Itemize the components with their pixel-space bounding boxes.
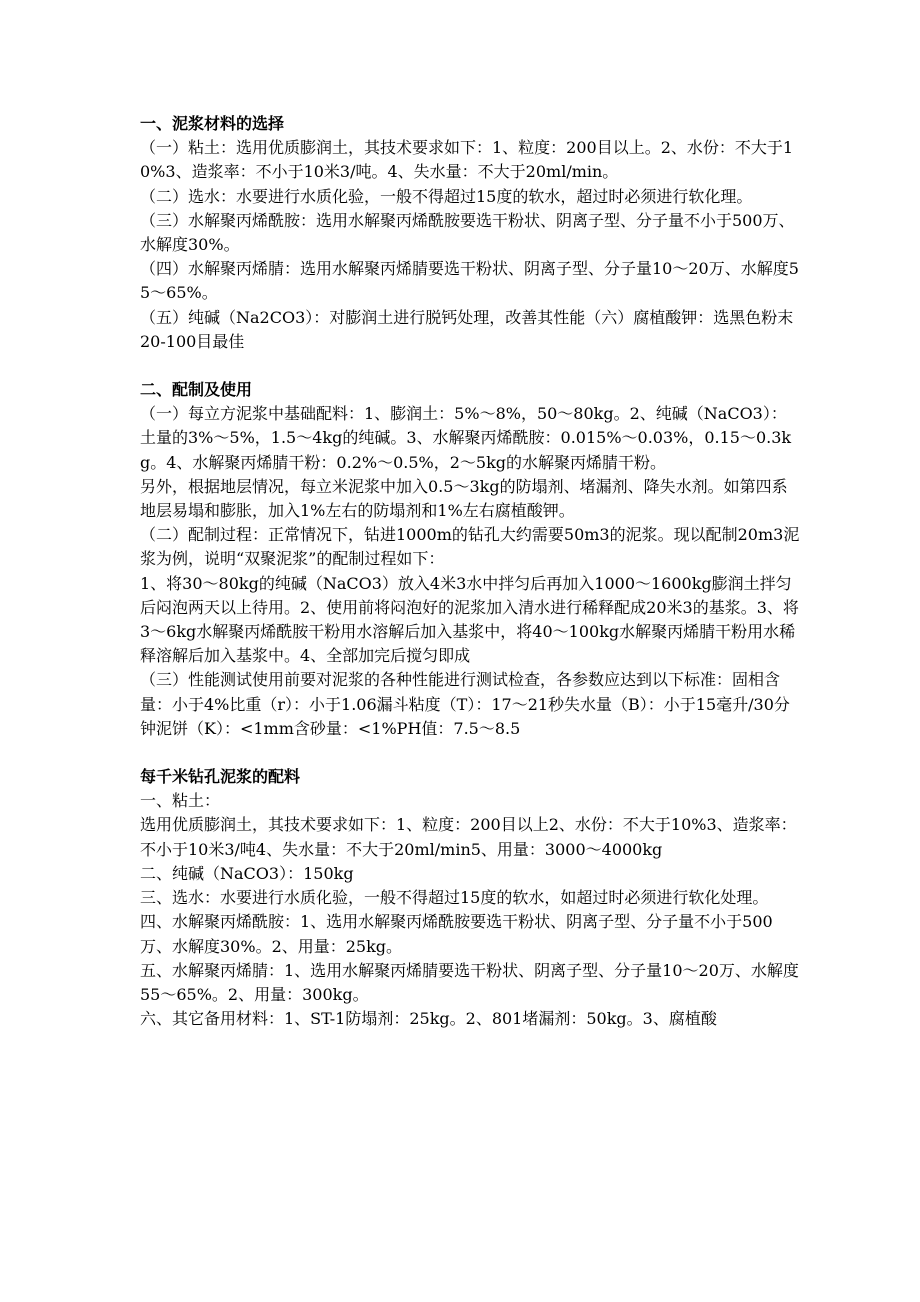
section-per-km-mix (140, 765, 800, 1031)
section-mud-materials (140, 112, 800, 354)
paragraph: 选用优质膨润土，其技术要求如下：1、粒度：200目以上2、水份：不大于10%3、造浆率：不小于10米3/吨4、失水量：不大于20ml/min5、用量：3000～4000kg (140, 815, 797, 859)
paragraph: （五）纯碱（Na2CO3）：对膨润土进行脱钙处理，改善其性能（六）腐植酸钾：选黑色粉末20-100目最佳 (140, 307, 794, 351)
section-preparation-and-use (140, 378, 800, 741)
paragraph: 一、粘土： (140, 791, 221, 811)
section-heading: 二、配制及使用 (140, 380, 253, 400)
paragraph: （三）水解聚丙烯酰胺：选用水解聚丙烯酰胺要选干粉状、阴离子型、分子量不小于500万、水解度30%。 (140, 210, 795, 255)
document-body (140, 112, 800, 1031)
paragraph: 另外，根据地层情况，每立米泥浆中加入0.5～3kg的防塌剂、堵漏剂、降失水剂。如第四系地层易塌和膨胀，加入1%左右的防塌剂和1%左右腐植酸钾。 (140, 476, 788, 521)
paragraph: （一）每立方泥浆中基础配料：1、膨润土：5%～8%，50～80kg。2、纯碱（NaCO3）：土量的3%～5%，1.5～4kg的纯碱。3、水解聚丙烯酰胺：0.015%～0.03%，0.15～0.3kg。4、水解聚丙烯腈干粉：0.2%～0.5%，2～5kg的水解聚丙烯腈干粉。 (140, 404, 792, 472)
paragraph: 三、选水：水要进行水质化验，一般不得超过15度的软水，如超过时必须进行软化处理。 (140, 888, 769, 908)
paragraph: 六、其它备用材料：1、ST-1防塌剂：25kg。2、801堵漏剂：50kg。3、腐植酸 (140, 1009, 717, 1029)
paragraph: 四、水解聚丙烯酰胺：1、选用水解聚丙烯酰胺要选干粉状、阴离子型、分子量不小于500万、水解度30%。2、用量：25kg。 (140, 912, 773, 956)
paragraph: （二）配制过程：正常情况下，钻进1000m的钻孔大约需要50m3的泥浆。现以配制20m3泥浆为例，说明“双聚泥浆”的配制过程如下： (140, 525, 800, 569)
paragraph: （二）选水：水要进行水质化验，一般不得超过15度的软水，超过时必须进行软化理。 (140, 186, 753, 206)
paragraph: 1、将30～80kg的纯碱（NaCO3）放入4米3水中拌匀后再加入1000～1600kg膨润土拌匀后闷泡两天以上待用。2、使用前将闷泡好的泥浆加入清水进行稀释配成20米3的基浆。3、将3～6kg水解聚丙烯酰胺干粉用水溶解后加入基浆中，将40～100kg水解聚丙烯腈干粉用水稀释溶解后加入基浆中。4、全部加完后搅匀即成 (140, 573, 799, 666)
paragraph: 二、纯碱（NaCO3）：150kg (140, 863, 354, 883)
paragraph: （四）水解聚丙烯腈：选用水解聚丙烯腈要选干粉状、阴离子型、分子量10～20万、水解度55～65%。 (140, 259, 799, 303)
paragraph: 五、水解聚丙烯腈：1、选用水解聚丙烯腈要选干粉状、阴离子型、分子量10～20万、水解度55～65%。2、用量：300kg。 (140, 960, 799, 1004)
paragraph: （一）粘土：选用优质膨润土，其技术要求如下：1、粒度：200目以上。2、水份：不大于10%3、造浆率：不小于10米3/吨。4、失水量：不大于20ml/min。 (140, 138, 794, 182)
section-heading: 一、泥浆材料的选择 (140, 114, 285, 133)
section-heading: 每千米钻孔泥浆的配料 (140, 767, 301, 787)
paragraph: （三）性能测试使用前要对泥浆的各种性能进行测试检查，各参数应达到以下标准：固相含量：小于4%比重（r）：小于1.06漏斗粘度（T）：17～21秒失水量（B）：小于15毫升/30分钟泥饼（K）：<1mm含砂量：<1%PH值：7.5～8.5 (140, 670, 790, 738)
